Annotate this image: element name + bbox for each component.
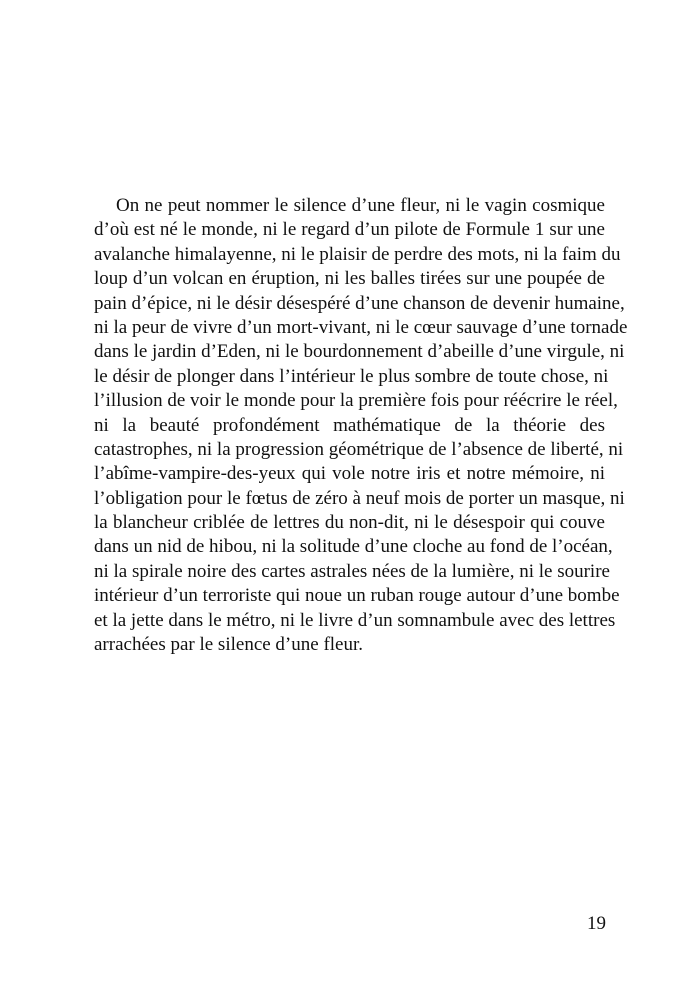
text-line: arrachées par le silence d’une fleur. bbox=[94, 634, 364, 656]
text-line: ni la peur de vivre d’un mort-vivant, ni le cœur sauvage d’une tornade bbox=[94, 316, 628, 338]
text-line: d’où est né le monde, ni le regard d’un pilote de Formule 1 sur une bbox=[94, 219, 605, 241]
text-line: ni la spirale noire des cartes astrales nées de la lumière, ni le sourire bbox=[94, 560, 610, 582]
text-line: l’obligation pour le fœtus de zéro à neuf mois de porter un masque, ni bbox=[94, 487, 625, 509]
text-line: intérieur d’un terroriste qui noue un ruban rouge autour d’une bombe bbox=[94, 585, 620, 607]
text-line: loup d’un volcan en éruption, ni les balles tirées sur une poupée de bbox=[94, 268, 605, 290]
text-line: et la jette dans le métro, ni le livre d’un somnambule avec des lettres bbox=[94, 609, 616, 631]
body-paragraph bbox=[94, 194, 628, 657]
text-line: avalanche himalayenne, ni le plaisir de perdre des mots, ni la faim du bbox=[94, 243, 621, 265]
text-line: l’illusion de voir le monde pour la première fois pour réécrire le réel, bbox=[94, 390, 618, 412]
text-line: dans un nid de hibou, ni la solitude d’une cloche au fond de l’océan, bbox=[94, 536, 613, 558]
text-line: dans le jardin d’Eden, ni le bourdonnement d’abeille d’une virgule, ni bbox=[94, 341, 625, 363]
text-line: ni la beauté profondément mathématique de la théorie des bbox=[94, 414, 605, 436]
text-line: l’abîme-vampire-des-yeux qui vole notre iris et notre mémoire, ni bbox=[94, 463, 605, 485]
text-line: On ne peut nommer le silence d’une fleur, ni le vagin cosmique bbox=[116, 195, 605, 216]
text-line: la blancheur criblée de lettres du non-dit, ni le désespoir qui couve bbox=[94, 512, 605, 534]
page-number: 19 bbox=[587, 913, 606, 934]
text-line: le désir de plonger dans l’intérieur le plus sombre de toute chose, ni bbox=[94, 365, 609, 387]
text-line: catastrophes, ni la progression géométrique de l’absence de liberté, ni bbox=[94, 438, 624, 460]
text-line: pain d’épice, ni le désir désespéré d’une chanson de devenir humaine, bbox=[94, 292, 625, 314]
